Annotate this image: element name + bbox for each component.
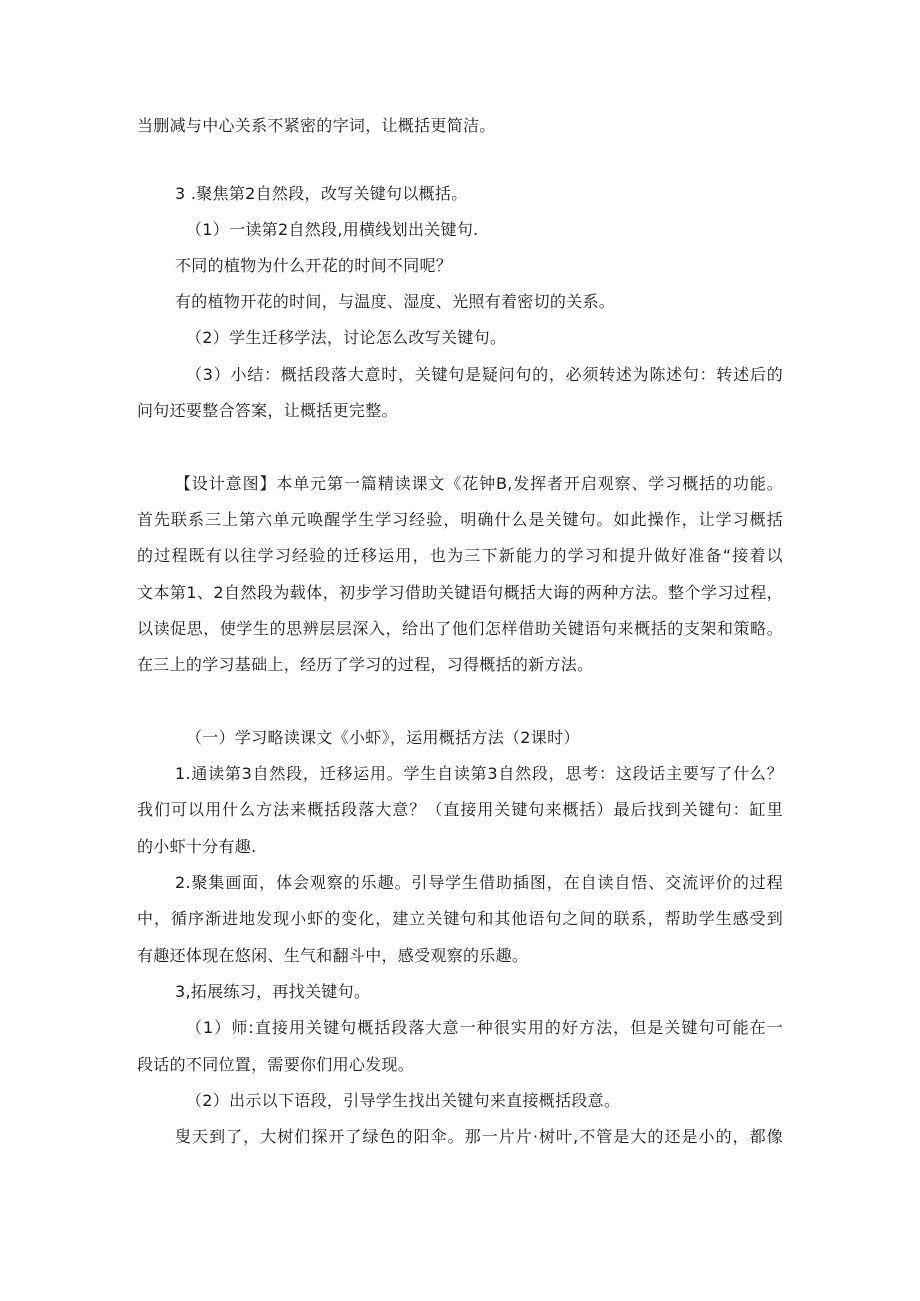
text-line: 首先联系三上第六单元唤醒学生学习经验，明确什么是关键句。如此操作，让学习概括 [137,510,783,529]
text-line: 有趣还体现在悠闲、生气和翻斗中，感受观察的乐趣。 [137,946,529,965]
text-line: （3）小结：概括段落大意时，关键句是疑问句的，必须转述为陈述句：转述后的 [186,365,783,384]
text-line: 文本第1、2自然段为载体，初步学习借助关键语句概括大诲的两种方法。整个学习过程， [137,583,783,602]
text-line: 3 .聚焦第2自然段，改写关键句以概括。 [175,184,468,203]
text-line: （一）学习略读课文《小虾》，运用概括方法（2课时） [186,728,580,747]
text-line: 的小虾十分有趣. [137,837,257,856]
text-line: 有的植物开花的时间，与温度、湿度、光照有着密切的关系。 [175,292,616,311]
text-line: 以读促思，使学生的思辨层层深入，给出了他们怎样借助关键语句来概括的支架和策略。 [137,619,783,638]
text-line: （2）学生迁移学法，讨论怎么改写关键句。 [186,328,507,347]
text-line: 当删减与中心关系不紧密的字词，让概括更简洁。 [137,116,496,135]
text-line: 的过程既有以往学习经验的迁移运用，也为三下新能力的学习和提升做好准备“接着以 [137,546,783,565]
text-line: 2.聚集画面，体会观察的乐趣。引导学生借助插图，在自读自悟、交流评价的过程 [175,873,783,892]
text-line: 段话的不同位置，需要你们用心发现。 [137,1055,415,1074]
text-line: （1）师:直接用关键句概括段落大意一种很实用的好方法，但是关键句可能在一 [186,1018,783,1037]
text-line: 1.通读第3自然段，迁移运用。学生自读第3自然段，思考：这段话主要写了什么？ [175,764,783,783]
text-line: 【设计意图】本单元第一篇精读课文《花钟B,发挥者开启观察、学习概括的功能。 [175,474,783,493]
text-line: 我们可以用什么方法来概括段落大意？（直接用关键句来概括）最后找到关键句：缸里 [137,800,783,819]
text-line: 3,拓展练习，再找关键句。 [175,982,371,1001]
text-line: 中，循序渐进地发现小虾的变化，建立关键句和其他语句之间的联系，帮助学生感受到 [137,909,783,928]
text-line: 在三上的学习基础上，经历了学习的过程，习得概括的新方法。 [137,655,594,674]
text-line: 不同的植物为什么开花的时间不同呢？ [175,256,453,275]
text-line: （1）一读第2自然段,用横线划出关键句. [186,220,479,239]
text-line: 问句还要整合答案，让概括更完整。 [137,401,398,420]
text-line: （2）出示以下语段，引导学生找出关键句来直接概括段意。 [186,1091,621,1110]
text-line: 叟天到了，大树们探开了绿色的阳伞。那一片片·树叶,不管是大的还是小的，都像 [175,1127,783,1146]
